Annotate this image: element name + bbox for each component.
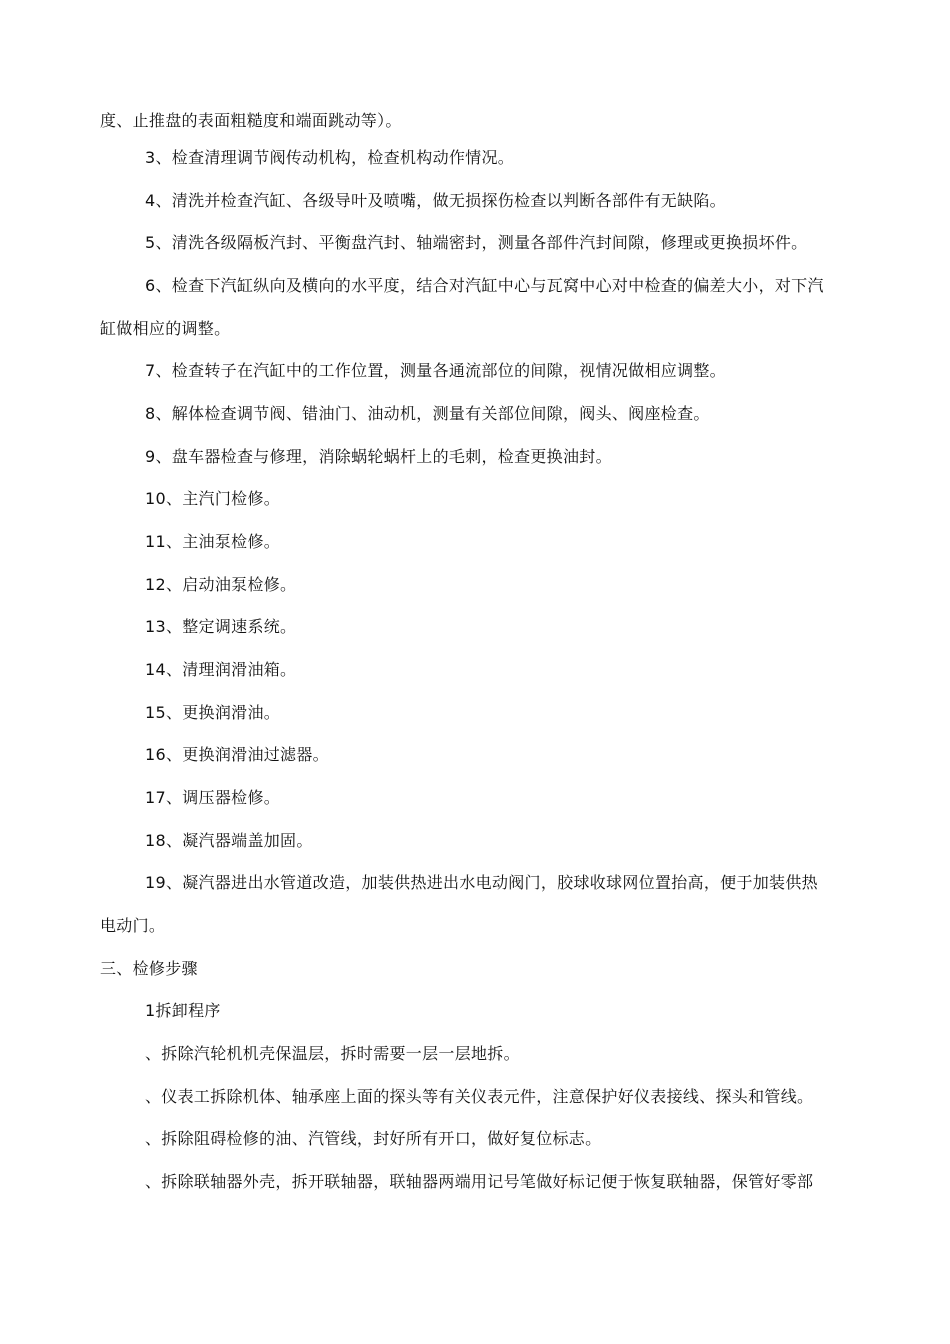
list-item-9: 9、盘车器检查与修理，消除蜗轮蜗杆上的毛刺，检查更换油封。 <box>145 447 612 466</box>
list-item-6-continuation: 缸做相应的调整。 <box>100 319 231 338</box>
list-item-12: 12、启动油泵检修。 <box>145 575 297 594</box>
step-item: 、拆除联轴器外壳，拆开联轴器，联轴器两端用记号笔做好标记便于恢复联轴器，保管好零部 <box>145 1172 814 1191</box>
step-item: 、仪表工拆除机体、轴承座上面的探头等有关仪表元件，注意保护好仪表接线、探头和管线。 <box>145 1087 814 1106</box>
list-item-6: 6、检查下汽缸纵向及横向的水平度，结合对汽缸中心与瓦窝中心对中检查的偏差大小，对下汽 <box>145 276 824 295</box>
list-item-10: 10、主汽门检修。 <box>145 489 281 508</box>
list-item-13: 13、整定调速系统。 <box>145 617 297 636</box>
list-item-14: 14、清理润滑油箱。 <box>145 660 297 679</box>
list-item-17: 17、调压器检修。 <box>145 788 281 807</box>
list-item-4: 4、清洗并检查汽缸、各级导叶及喷嘴，做无损探伤检查以判断各部件有无缺陷。 <box>145 191 726 210</box>
list-item-7: 7、检查转子在汽缸中的工作位置，测量各通流部位的间隙，视情况做相应调整。 <box>145 361 726 380</box>
subsection-heading: 1拆卸程序 <box>145 1001 221 1020</box>
step-item: 、拆除阻碍检修的油、汽管线，封好所有开口，做好复位标志。 <box>145 1129 602 1148</box>
section-heading: 三、检修步骤 <box>100 959 198 978</box>
text-line-continuation: 度、止推盘的表面粗糙度和端面跳动等）。 <box>100 111 402 130</box>
list-item-11: 11、主油泵检修。 <box>145 532 281 551</box>
list-item-15: 15、更换润滑油。 <box>145 703 281 722</box>
list-item-19-continuation: 电动门。 <box>100 916 166 935</box>
list-item-16: 16、更换润滑油过滤器。 <box>145 745 329 764</box>
list-item-18: 18、凝汽器端盖加固。 <box>145 831 313 850</box>
step-item: 、拆除汽轮机机壳保温层，拆时需要一层一层地拆。 <box>145 1044 520 1063</box>
list-item-3: 3、检查清理调节阀传动机构，检查机构动作情况。 <box>145 148 515 167</box>
list-item-8: 8、解体检查调节阀、错油门、油动机，测量有关部位间隙，阀头、阀座检查。 <box>145 404 710 423</box>
list-item-5: 5、清洗各级隔板汽封、平衡盘汽封、轴端密封，测量各部件汽封间隙，修理或更换损坏件。 <box>145 233 808 252</box>
list-item-19: 19、凝汽器进出水管道改造，加装供热进出水电动阀门，胶球收球网位置抬高，便于加装供热 <box>145 873 818 892</box>
